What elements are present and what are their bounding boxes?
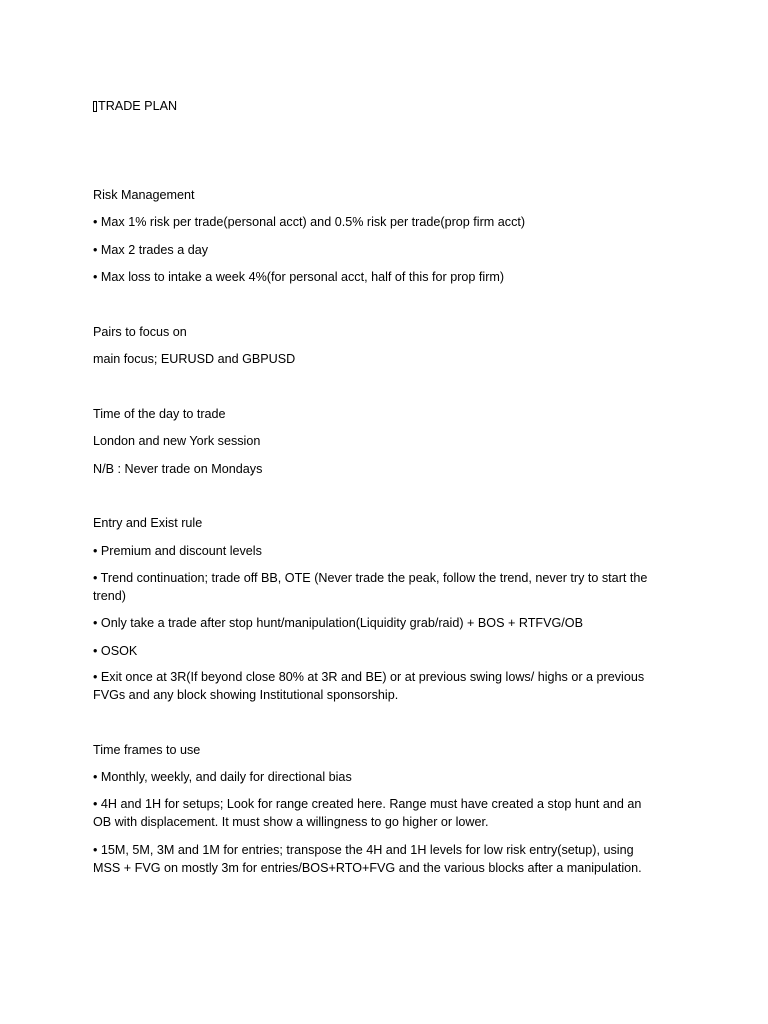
list-item: • Max 2 trades a day bbox=[93, 243, 209, 257]
list-item: • Exit once at 3R(If beyond close 80% at 3R and BE) or at previous swing lows/ highs or a previous FVGs and any block showing Institutional sponsorship. bbox=[93, 670, 645, 702]
list-item: • Premium and discount levels bbox=[93, 544, 262, 558]
list-item: London and new York session bbox=[93, 434, 261, 448]
section-heading-time-frames: Time frames to use bbox=[93, 743, 201, 757]
list-item: N/B : Never trade on Mondays bbox=[93, 462, 263, 476]
section-heading-entry-exit: Entry and Exist rule bbox=[93, 516, 203, 530]
list-item: • Only take a trade after stop hunt/manipulation(Liquidity grab/raid) + BOS + RTFVG/OB bbox=[93, 616, 583, 630]
list-item: • Max 1% risk per trade(personal acct) and 0.5% risk per trade(prop firm acct) bbox=[93, 215, 526, 229]
list-item: • OSOK bbox=[93, 644, 138, 658]
list-item: • Max loss to intake a week 4%(for personal acct, half of this for prop firm) bbox=[93, 270, 505, 284]
list-item: • Monthly, weekly, and daily for directional bias bbox=[93, 770, 352, 784]
section-heading-time-of-day: Time of the day to trade bbox=[93, 407, 226, 421]
list-item: • 15M, 5M, 3M and 1M for entries; transpose the 4H and 1H levels for low risk entry(setup), using MSS + FVG on mostly 3m for entries/BOS+RTO+FVG and the various blocks after a manipulation. bbox=[93, 843, 642, 875]
section-heading-risk-management: Risk Management bbox=[93, 188, 195, 202]
list-item: • Trend continuation; trade off BB, OTE (Never trade the peak, follow the trend, never try to start the trend) bbox=[93, 571, 648, 603]
list-item: main focus; EURUSD and GBPUSD bbox=[93, 352, 296, 366]
document-title bbox=[93, 98, 663, 116]
missing-glyph-icon bbox=[93, 101, 97, 112]
section-heading-pairs: Pairs to focus on bbox=[93, 325, 187, 339]
document-title-text: TRADE PLAN bbox=[98, 99, 178, 113]
list-item: • 4H and 1H for setups; Look for range created here. Range must have created a stop hunt and an OB with displacement. It must show a willingness to go higher or lower. bbox=[93, 797, 642, 829]
